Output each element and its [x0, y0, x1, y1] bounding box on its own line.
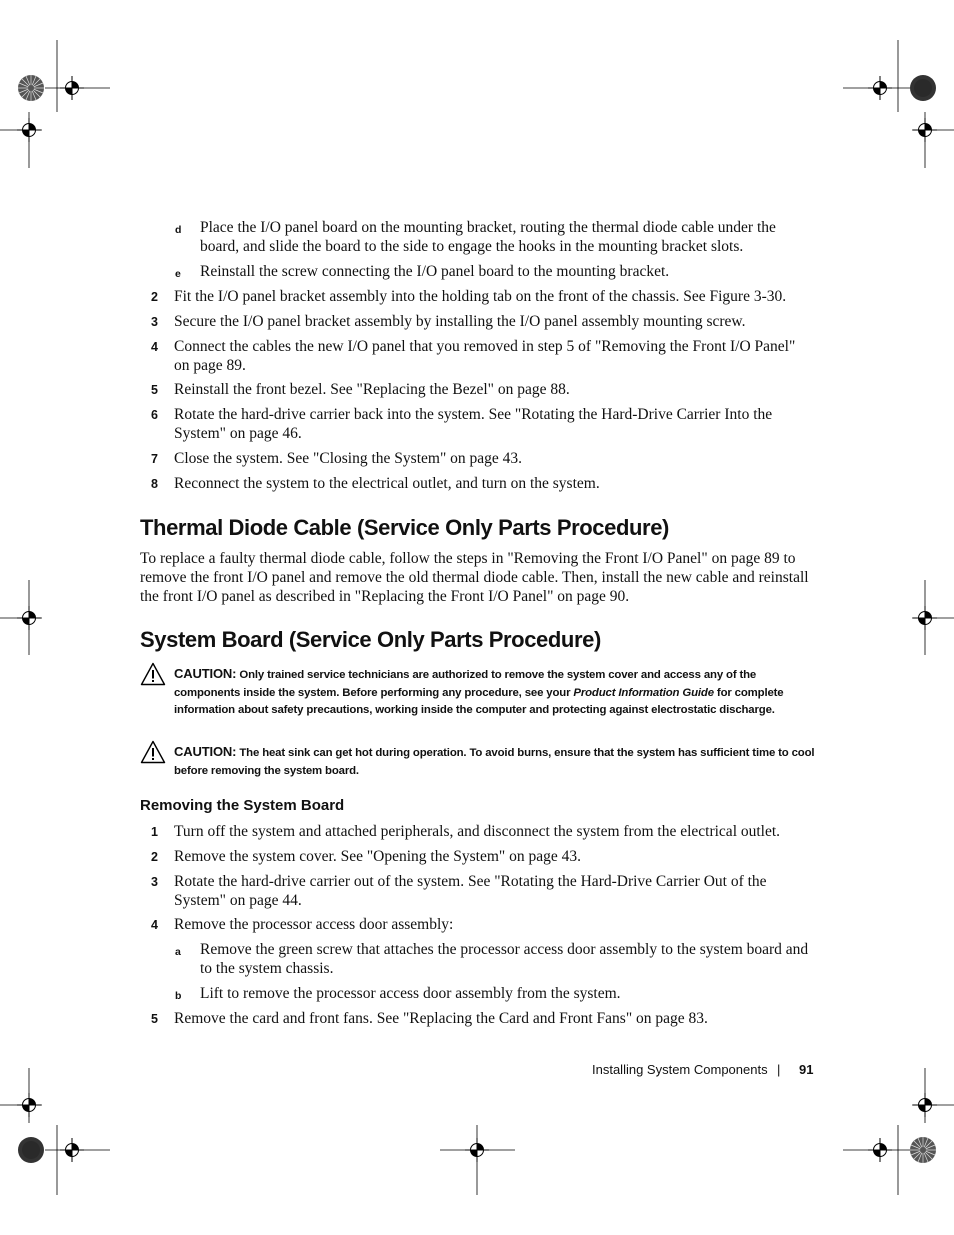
starburst-target-icon	[910, 1137, 936, 1163]
system-board-heading: System Board (Service Only Parts Procedure)	[140, 627, 601, 652]
removing-step-5-text: Remove the card and front fans. See "Replacing the Card and Front Fans" on page 83.	[174, 1010, 708, 1027]
warning-triangle-icon	[140, 662, 166, 686]
step-4-text: Connect the cables the new I/O panel that you removed in step 5 of "Removing the Front I/O Panel" on page 89.	[174, 338, 796, 374]
step-label-3: 3	[151, 315, 158, 329]
caution-text-a: Only trained service technicians are authorized to remove the system cover and access any of the components inside the system. Before performing any procedure, see your	[174, 669, 757, 699]
removing-system-board-heading: Removing the System Board	[140, 797, 345, 814]
step-6-text: Rotate the hard-drive carrier back into the system. See "Rotating the Hard-Drive Carrier Into the System" on page 46.	[174, 406, 773, 442]
step-label-1: 1	[151, 825, 158, 839]
removing-step-1-text: Turn off the system and attached peripherals, and disconnect the system from the electrical outlet.	[174, 823, 781, 840]
caution-text-b: for complete information about safety precautions, working inside the computer and protecting against electrostatic discharge.	[174, 686, 784, 716]
step-label-5: 5	[151, 1012, 158, 1026]
crosshair-registration-icon	[868, 76, 892, 100]
step-d-text: Place the I/O panel board on the mounting bracket, routing the thermal diode cable under the board, and slide the board to the side to engage the hooks in the mounting bracket slots.	[200, 219, 776, 255]
crosshair-registration-icon	[913, 118, 937, 142]
step-label-2: 2	[151, 850, 158, 864]
caution-note-1	[174, 665, 819, 720]
footer-separator: |	[777, 1062, 781, 1077]
crosshair-registration-icon	[913, 1093, 937, 1117]
crosshair-registration-icon	[17, 1093, 41, 1117]
thermal-diode-body: To replace a faulty thermal diode cable, follow the steps in "Removing the Front I/O Panel" on page 89 to remove the front I/O panel and remove the old thermal diode cable. Then, install the new cable and reinstall the front I/O panel as described in "Replacing the Front I/O Panel" on page 90.	[140, 550, 809, 605]
step-label-4: 4	[151, 918, 158, 932]
crosshair-registration-icon	[60, 1138, 84, 1162]
crosshair-registration-icon	[60, 76, 84, 100]
crosshair-registration-icon	[17, 118, 41, 142]
step-2-text: Fit the I/O panel bracket assembly into the holding tab on the front of the chassis. See Figure 3-30.	[174, 288, 787, 305]
crosshair-registration-icon	[913, 606, 937, 630]
crosshair-registration-icon	[17, 606, 41, 630]
caution-note-2	[174, 743, 819, 780]
step-label-8: 8	[151, 477, 158, 491]
crosshair-registration-icon	[465, 1138, 489, 1162]
step-label-6: 6	[151, 408, 158, 422]
step-label-d: d	[175, 224, 182, 236]
step-label-5: 5	[151, 383, 158, 397]
step-label-a: a	[175, 946, 181, 958]
removing-step-b-text: Lift to remove the processor access door assembly from the system.	[200, 985, 621, 1002]
starburst-target-icon	[18, 1137, 44, 1163]
crosshair-registration-icon	[868, 1138, 892, 1162]
product-information-guide-reference: Product Information Guide	[573, 686, 714, 699]
footer-section-title: Installing System Components	[592, 1062, 768, 1077]
starburst-target-icon	[910, 75, 936, 101]
step-label-3: 3	[151, 875, 158, 889]
removing-step-2-text: Remove the system cover. See "Opening the System" on page 43.	[174, 848, 581, 865]
step-3-text: Secure the I/O panel bracket assembly by installing the I/O panel assembly mounting screw.	[174, 313, 746, 330]
step-5-text: Reinstall the front bezel. See "Replacing the Bezel" on page 88.	[174, 381, 570, 398]
step-7-text: Close the system. See "Closing the System" on page 43.	[174, 450, 523, 467]
step-e-text: Reinstall the screw connecting the I/O panel board to the mounting bracket.	[200, 263, 670, 280]
step-label-7: 7	[151, 452, 158, 466]
caution-text: The heat sink can get hot during operation. To avoid burns, ensure that the system has sufficient time to cool before removing the system board.	[174, 747, 815, 777]
caution-label: CAUTION:	[174, 666, 237, 681]
step-label-b: b	[175, 990, 182, 1002]
step-8-text: Reconnect the system to the electrical outlet, and turn on the system.	[174, 475, 600, 492]
step-label-2: 2	[151, 290, 158, 304]
step-label-4: 4	[151, 340, 158, 354]
removing-step-a-text: Remove the green screw that attaches the processor access door assembly to the system board and to the system chassis.	[200, 941, 809, 977]
page-number: 91	[799, 1062, 814, 1077]
step-label-e: e	[175, 268, 181, 280]
removing-step-3-text: Rotate the hard-drive carrier out of the system. See "Rotating the Hard-Drive Carrier Out of the System" on page 44.	[174, 873, 767, 909]
caution-label: CAUTION:	[174, 744, 237, 759]
starburst-target-icon	[18, 75, 44, 101]
thermal-diode-heading: Thermal Diode Cable (Service Only Parts Procedure)	[140, 515, 669, 540]
removing-step-4-text: Remove the processor access door assembly:	[174, 916, 454, 933]
warning-triangle-icon	[140, 740, 166, 764]
